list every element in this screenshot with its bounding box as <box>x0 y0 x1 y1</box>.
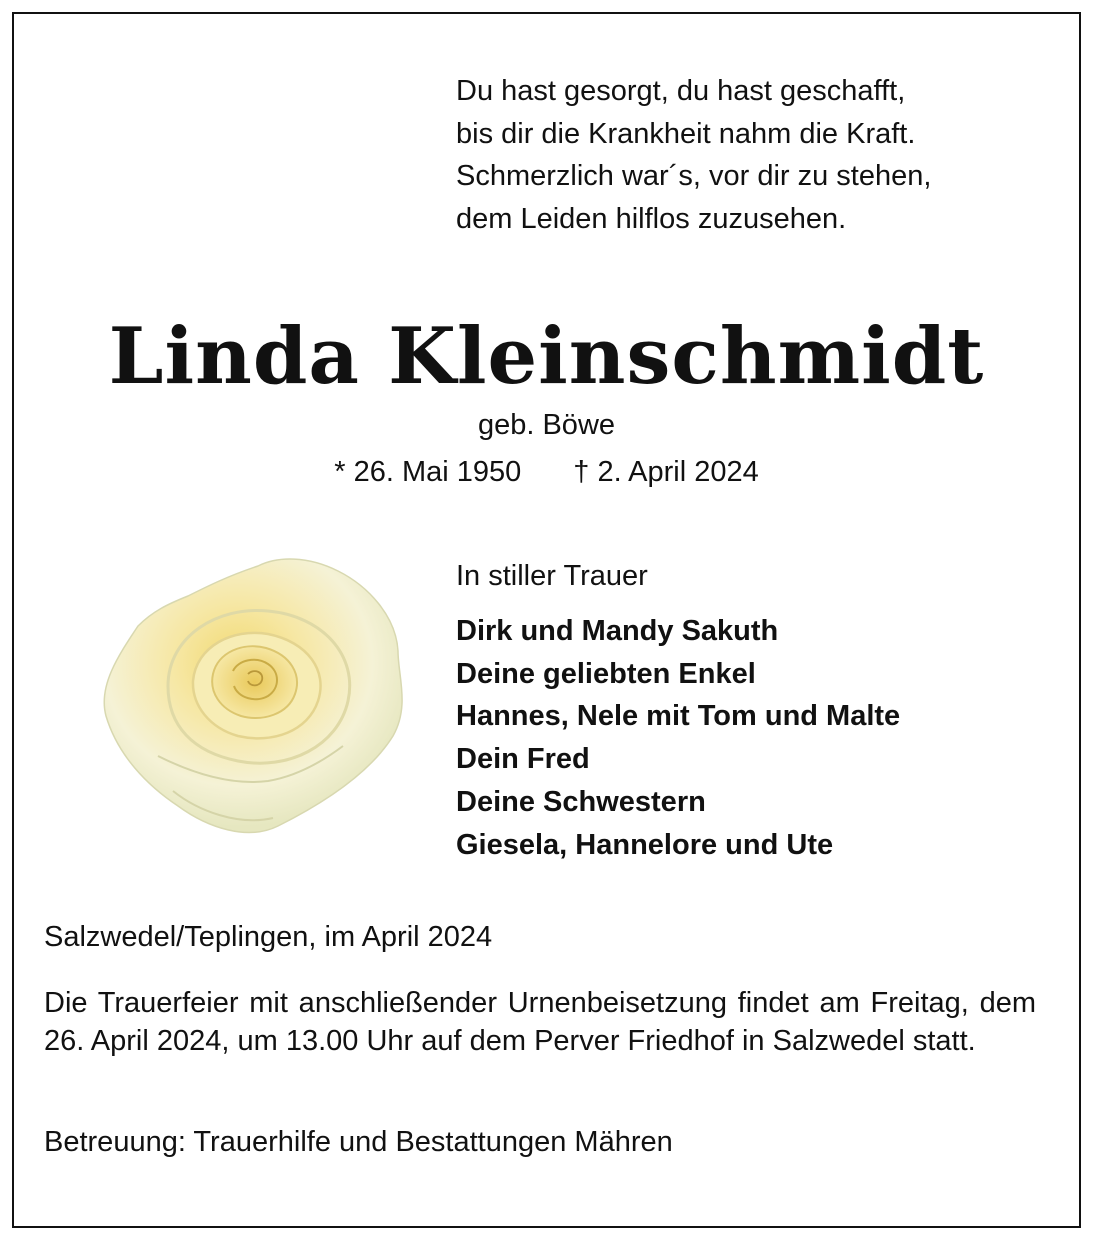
poem-line: dem Leiden hilflos zuzusehen. <box>456 202 847 235</box>
mourner-line: Dein Fred <box>456 743 590 776</box>
mourner-line: Deine geliebten Enkel <box>456 657 756 690</box>
funeral-care-note: Betreuung: Trauerhilfe und Bestattungen Mähren <box>44 1126 673 1158</box>
rose-image <box>98 556 406 841</box>
life-dates <box>0 452 1093 492</box>
death-date: † 2. April 2024 <box>573 456 759 488</box>
mourning-label: In stiller Trauer <box>456 560 648 592</box>
place-date: Salzwedel/Teplingen, im April 2024 <box>44 921 493 953</box>
mourner-line: Giesela, Hannelore und Ute <box>456 828 834 861</box>
mourner-line: Deine Schwestern <box>456 785 706 818</box>
deceased-name: Linda Kleinschmidt <box>108 311 985 402</box>
mourners-list <box>456 610 1056 866</box>
mourner-line: Hannes, Nele mit Tom und Malte <box>456 700 901 733</box>
birth-date: * 26. Mai 1950 <box>334 456 522 488</box>
poem-line: Du hast gesorgt, du hast geschafft, <box>456 75 906 107</box>
service-notice: Die Trauerfeier mit anschließender Urnenbeisetzung findet am Freitag, dem 26. April 2024, um 13.00 Uhr auf dem Perver Friedhof in Salzwedel statt. <box>44 987 1036 1057</box>
poem <box>456 70 1056 240</box>
poem-line: Schmerzlich war´s, vor dir zu stehen, <box>456 160 932 192</box>
mourner-line: Dirk und Mandy Sakuth <box>456 615 779 647</box>
poem-line: bis dir die Krankheit nahm die Kraft. <box>456 117 916 150</box>
birth-name: geb. Böwe <box>477 409 616 441</box>
